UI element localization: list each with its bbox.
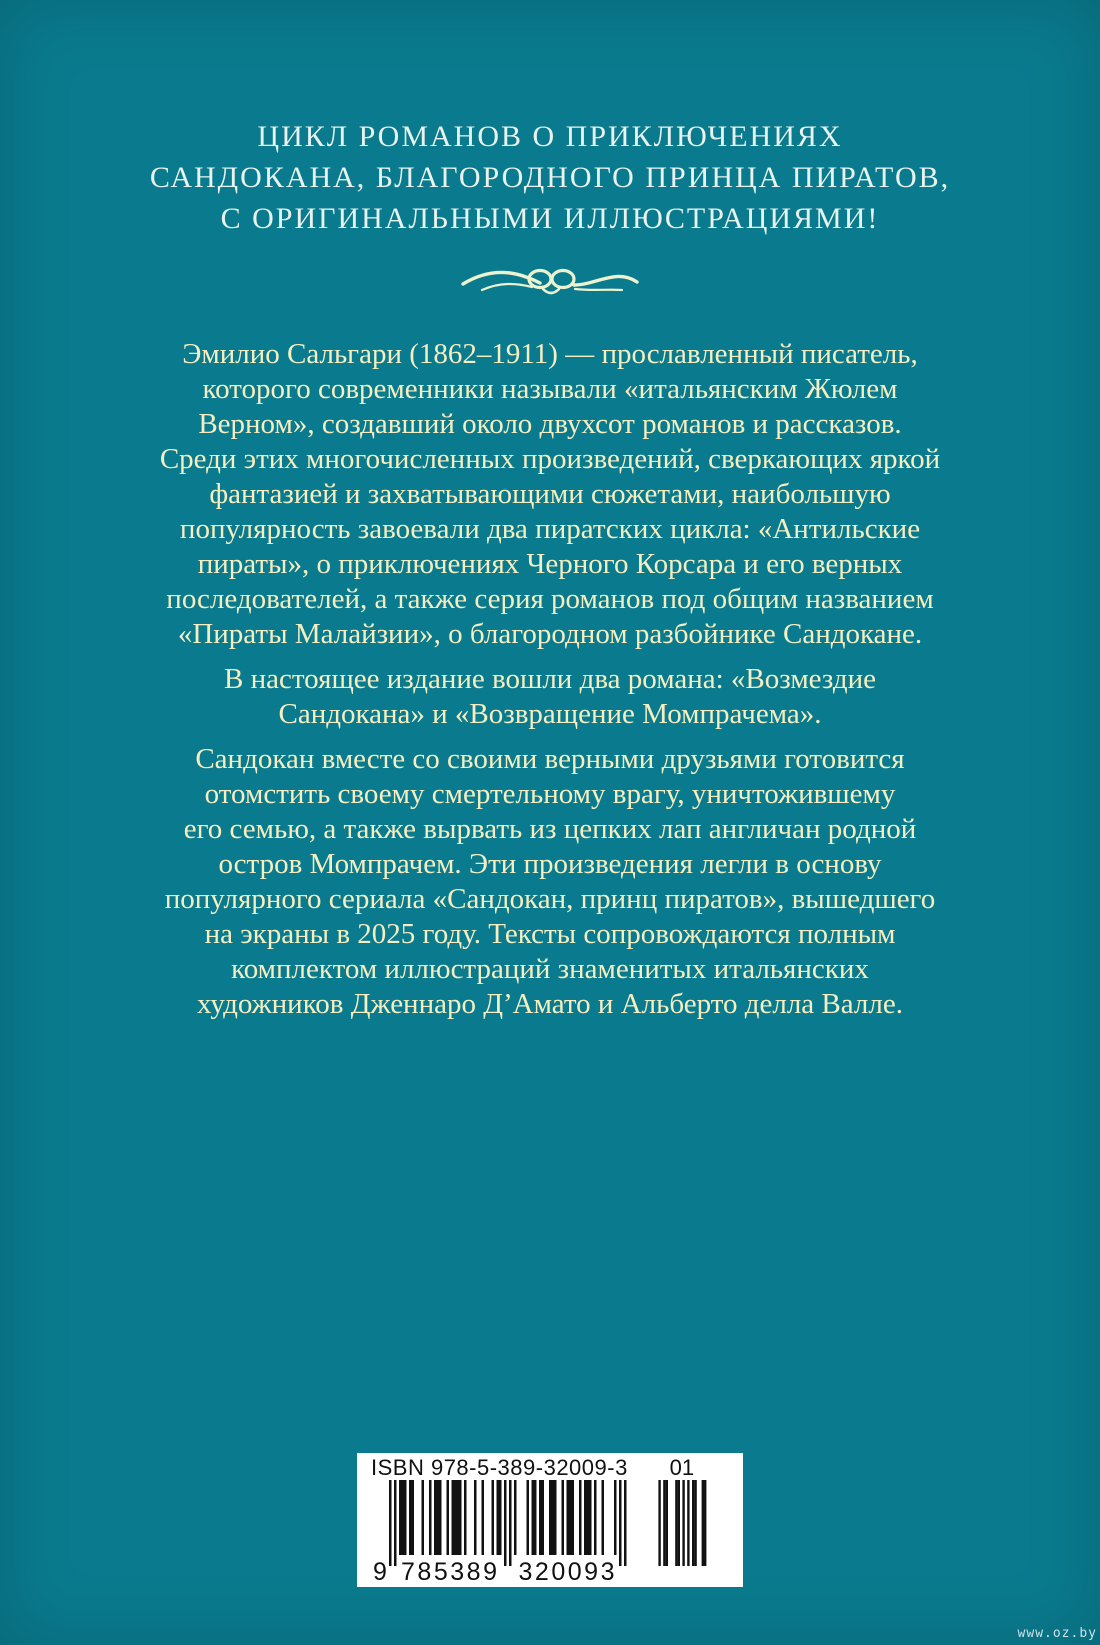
svg-text:320093: 320093 [518,1558,615,1584]
wave-flourish-icon [0,261,1100,303]
body-line: пираты», о приключениях Черного Корсара и его верных [197,548,903,580]
body-line: В настоящее издание вошли два романа: «Возмездие [224,663,876,695]
annotation-text [0,337,1100,1022]
body-line: Сандокан вместе со своими верными друзьями готовится [195,743,905,775]
body-line: остров Момпрачем. Эти произведения легли в основу [218,848,882,880]
paragraph [0,337,1100,652]
header-line-1: ЦИКЛ РОМАНОВ О ПРИКЛЮЧЕНИЯХ [257,120,843,153]
body-line: комплектом иллюстраций знаменитых итальянских [231,953,869,985]
header-line-3: С ОРИГИНАЛЬНЫМИ ИЛЛЮСТРАЦИЯМИ! [220,202,880,235]
body-line: Среди этих многочисленных произведений, сверкающих яркой [159,443,941,475]
body-line: «Пираты Малайзии», о благородном разбойнике Сандокане. [177,618,923,650]
barcode-panel [357,1453,743,1587]
paragraph [0,662,1100,732]
body-line: популярного сериала «Сандокан, принц пиратов», вышедшего [164,883,936,915]
ean13-barcode [371,1480,627,1584]
barcode-addon-label: 01 [669,1455,695,1480]
body-line: на экраны в 2025 году. Тексты сопровождаются полным [204,918,896,950]
body-line: популярность завоевали два пиратских цикла: «Антильские [179,513,921,545]
svg-text:9: 9 [373,1558,388,1584]
header-line-2: САНДОКАНА, БЛАГОРОДНОГО ПРИНЦА ПИРАТОВ, [149,161,951,194]
header-announcement [0,0,1100,239]
body-line: Сандокана» и «Возвращение Момпрачема». [278,698,822,730]
svg-text:785389: 785389 [401,1558,498,1584]
ean2-addon-barcode [656,1480,708,1584]
body-line: Эмилио Сальгари (1862–1911) — прославленный писатель, [182,338,918,370]
body-line: отомстить своему смертельному врагу, уничтожившему [204,778,896,810]
body-line: последователей, а также серия романов под общим названием [166,583,934,615]
body-line: фантазией и захватывающими сюжетами, наибольшую [209,478,891,510]
watermark: www.oz.by [1017,1626,1097,1641]
body-line: художников Дженнаро Д’Амато и Альберто делла Валле. [197,988,903,1020]
body-line: которого современники называли «итальянским Жюлем [202,373,898,405]
paragraph [0,742,1100,1022]
addon-column [656,1456,708,1587]
body-line: Верном», создавший около двухсот романов и рассказов. [198,408,902,440]
body-line: его семью, а также вырвать из цепких лап англичан родной [183,813,917,845]
isbn-label: ISBN 978-5-389-32009-3 [371,1455,628,1480]
ean13-column [371,1456,628,1587]
